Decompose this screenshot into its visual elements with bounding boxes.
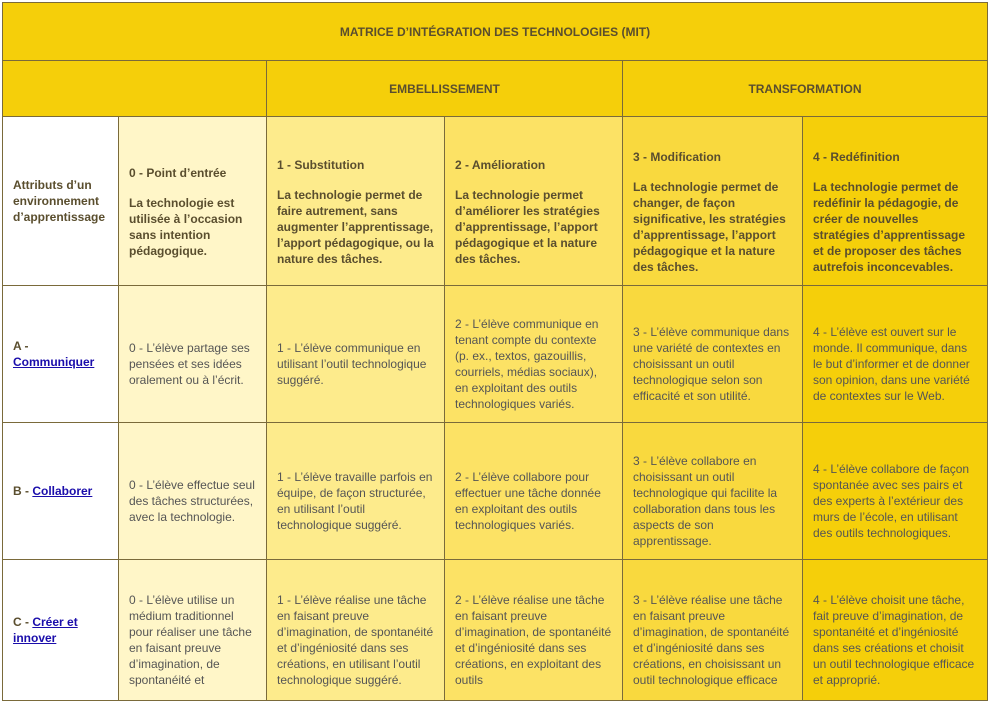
level-description: La technologie permet de faire autrement, sans augmenter l’apprentissage, l’apport pédagogique, ou la nature des tâches. bbox=[277, 188, 434, 266]
table-cell bbox=[119, 423, 267, 560]
table-cell bbox=[803, 423, 988, 560]
level-name: 3 - Modification bbox=[633, 150, 721, 164]
table-row-collaborer bbox=[3, 423, 988, 560]
cell-text: 0 - L’élève effectue seul des tâches structurées, avec la technologie. bbox=[129, 478, 255, 524]
cell-text: 0 - L’élève utilise un médium traditionnel pour réaliser une tâche en faisant preuve d’imagination, de spontanéité et bbox=[129, 593, 252, 687]
level-2-header bbox=[445, 117, 623, 286]
row-prefix: B - bbox=[13, 484, 29, 498]
level-description: La technologie permet d’améliorer les stratégies d’apprentissage, l’apport pédagogique et la nature des tâches. bbox=[455, 188, 600, 266]
cell-text: 0 - L’élève partage ses pensées et ses idées oralement ou à l’écrit. bbox=[129, 341, 250, 387]
table-cell bbox=[803, 560, 988, 701]
table-cell bbox=[445, 560, 623, 701]
table-cell bbox=[267, 286, 445, 423]
cell-text: 2 - L’élève réalise une tâche en faisant preuve d’imagination, de spontanéité et d’ingéniosité dans ses créations, en exploitant des outils bbox=[455, 593, 612, 687]
table-cell bbox=[803, 286, 988, 423]
level-name: 1 - Substitution bbox=[277, 158, 365, 172]
cell-text: 1 - L’élève réalise une tâche en faisant preuve d’imagination, de spontanéité et d’ingéniosité dans ses créations, en utilisant l’outil technologique suggéré. bbox=[277, 593, 434, 687]
table-cell bbox=[267, 560, 445, 701]
cell-text: 4 - L’élève est ouvert sur le monde. Il communique, dans le but d’informer et de donner son opinion, dans une variété de contextes sur le Web. bbox=[813, 325, 970, 403]
table-cell bbox=[119, 560, 267, 701]
levels-header-row bbox=[3, 117, 988, 286]
cell-text: 1 - L’élève travaille parfois en équipe, de façon structurée, en utilisant l’outil technologique suggéré. bbox=[277, 470, 433, 532]
level-description: La technologie est utilisée à l’occasion sans intention pédagogique. bbox=[129, 196, 243, 258]
row-label-cell bbox=[3, 423, 119, 560]
level-1-header bbox=[267, 117, 445, 286]
level-4-header bbox=[803, 117, 988, 286]
integration-matrix-table bbox=[2, 2, 988, 701]
creer-innover-link[interactable]: Créer et innover bbox=[13, 615, 78, 645]
level-3-header bbox=[623, 117, 803, 286]
table-cell bbox=[623, 560, 803, 701]
level-description: La technologie permet de changer, de façon significative, les stratégies d’apprentissage, l’apport pédagogique et la nature des tâches. bbox=[633, 180, 786, 274]
table-cell bbox=[267, 423, 445, 560]
collaborer-link[interactable]: Collaborer bbox=[32, 484, 93, 498]
cell-text: 3 - L’élève communique dans une variété de contextes en choisissant un outil technologique selon son efficacité et son utilité. bbox=[633, 325, 790, 403]
level-0-header bbox=[119, 117, 267, 286]
table-cell bbox=[445, 423, 623, 560]
level-name: 2 - Amélioration bbox=[455, 158, 546, 172]
row-prefix: C - bbox=[13, 615, 29, 629]
matrix-title: MATRICE D’INTÉGRATION DES TECHNOLOGIES (MIT) bbox=[3, 3, 988, 61]
table-row-creer-innover bbox=[3, 560, 988, 701]
cell-text: 3 - L’élève réalise une tâche en faisant preuve d’imagination, de spontanéité et d’ingéniosité dans ses créations, en choisissant un outil technologique efficace bbox=[633, 593, 790, 687]
cell-text: 4 - L’élève collabore de façon spontanée avec ses pairs et des experts à l’extérieur des murs de l’école, en utilisant des outils technologiques. bbox=[813, 462, 970, 540]
table-cell bbox=[623, 286, 803, 423]
level-name: 4 - Redéfinition bbox=[813, 150, 900, 164]
cell-text: 2 - L’élève collabore pour effectuer une tâche donnée en exploitant des outils technologiques variés. bbox=[455, 470, 601, 532]
table-cell bbox=[623, 423, 803, 560]
phase-embellissement: EMBELLISSEMENT bbox=[267, 61, 623, 117]
empty-phase-cell bbox=[3, 61, 267, 117]
row-label-cell bbox=[3, 560, 119, 701]
level-description: La technologie permet de redéfinir la pédagogie, de créer de nouvelles stratégies d’apprentissage et de proposer des tâches autrefois inconcevables. bbox=[813, 180, 966, 274]
attributes-header-cell bbox=[3, 117, 119, 286]
row-label-cell bbox=[3, 286, 119, 423]
cell-text: 3 - L’élève collabore en choisissant un outil technologique qui facilite la collaboration dans tous les aspects de son apprentissage. bbox=[633, 454, 778, 548]
table-cell bbox=[119, 286, 267, 423]
cell-text: 1 - L’élève communique en utilisant l’outil technologique suggéré. bbox=[277, 341, 427, 387]
table-cell bbox=[445, 286, 623, 423]
table-row-communiquer bbox=[3, 286, 988, 423]
attributes-header: Attributs d’un environnement d’apprentissage bbox=[13, 178, 106, 224]
row-prefix: A - bbox=[13, 339, 29, 353]
communiquer-link[interactable]: Communiquer bbox=[13, 355, 95, 369]
cell-text: 4 - L’élève choisit une tâche, fait preuve d’imagination, de spontanéité et d’ingéniosité dans ses créations et choisit un outil technologique efficace et approprié. bbox=[813, 593, 975, 687]
phase-transformation: TRANSFORMATION bbox=[623, 61, 988, 117]
level-name: 0 - Point d’entrée bbox=[129, 166, 227, 180]
cell-text: 2 - L’élève communique en tenant compte du contexte (p. ex., textos, gazouillis, courriels, médias sociaux), en exploitant des outils technologiques variés. bbox=[455, 317, 599, 411]
